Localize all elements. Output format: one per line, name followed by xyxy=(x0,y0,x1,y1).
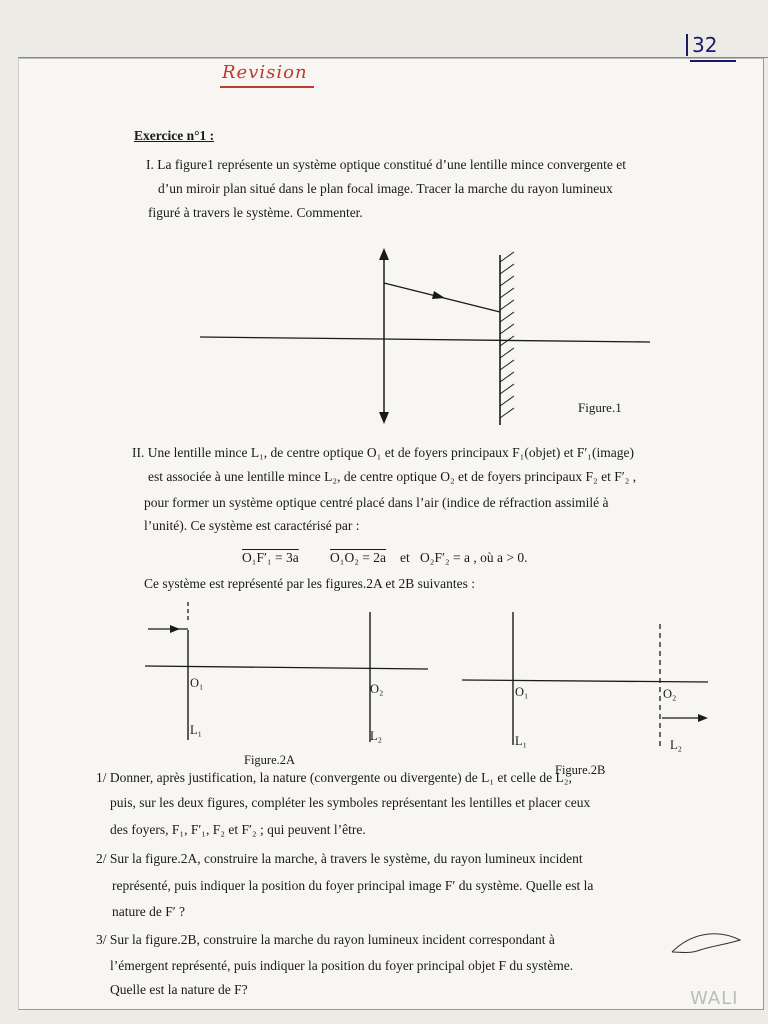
fig2a-o2: O₂ xyxy=(370,682,384,696)
part2-line2: est associée à une lentille mince L₂, de centre optique O₂ et de foyers principaux F₂ et F′₂ , xyxy=(148,469,637,484)
question1-line1: 1/ Donner, après justification, la nature (convergente ou divergente) de L₁ et celle de L₂, xyxy=(96,770,572,785)
fig2a-l2: L₂ xyxy=(370,729,382,743)
equation-3: O₂F′₂ = a , où a > 0. xyxy=(420,550,528,565)
part1-line3: figuré à travers le système. Commenter. xyxy=(148,205,363,220)
signature-watermark: WALI xyxy=(690,988,739,1009)
fig2b-o2: O₂ xyxy=(663,687,677,701)
page-number: 32 xyxy=(686,34,717,56)
question2-line3: nature de F′ ? xyxy=(112,904,186,919)
equation-2: O₁O₂ = 2a xyxy=(330,550,387,565)
fig2a-o1: O₁ xyxy=(190,676,204,690)
question1-line3: des foyers, F₁, F′₁, F₂ et F′₂ ; qui peuvent l’être. xyxy=(110,822,366,837)
part1-line2: d’un miroir plan situé dans le plan focal image. Tracer la marche du rayon lumineux xyxy=(158,181,613,196)
question3-line1: 3/ Sur la figure.2B, construire la marche du rayon lumineux incident correspondant à xyxy=(96,932,555,947)
question2-line2: représenté, puis indiquer la position du foyer principal image F′ du système. Quelle est la xyxy=(112,878,594,893)
part2-line5: Ce système est représenté par les figures.2A et 2B suivantes : xyxy=(144,576,476,591)
figure2b-caption: Figure.2B xyxy=(555,763,606,777)
equation-and: et xyxy=(400,550,410,565)
question3-line3: Quelle est la nature de F? xyxy=(110,982,248,997)
figure2a-caption: Figure.2A xyxy=(244,753,296,767)
fig2a-l1: L₁ xyxy=(190,723,202,737)
part2-line3: pour former un système optique centré placé dans l’air (indice de réfraction assimilé à xyxy=(144,495,609,510)
part2-line4: l’unité). Ce système est caractérisé par : xyxy=(144,518,360,533)
figure1-caption: Figure.1 xyxy=(578,400,622,415)
handwritten-heading: Revision xyxy=(222,62,308,83)
exercise-title: Exercice n°1 : xyxy=(134,128,215,143)
fig2b-l1: L₁ xyxy=(515,734,527,748)
question3-line2: l’émergent représenté, puis indiquer la position du foyer principal objet F du système. xyxy=(110,958,574,973)
question1-line2: puis, sur les deux figures, compléter les symboles représentant les lentilles et placer ceux xyxy=(110,795,591,810)
question2-line1: 2/ Sur la figure.2A, construire la marche, à travers le système, du rayon lumineux incident xyxy=(96,851,583,866)
part1-line1: I. La figure1 représente un système optique constitué d’une lentille mince convergente et xyxy=(146,157,626,172)
fig2b-l2: L₂ xyxy=(670,738,682,752)
fig2b-o1: O₁ xyxy=(515,685,529,699)
equation-1: O₁F′₁ = 3a xyxy=(242,550,299,565)
part2-line1: II. Une lentille mince L₁, de centre optique O₁ et de foyers principaux F₁(objet) et F′₁(image) xyxy=(132,445,634,460)
